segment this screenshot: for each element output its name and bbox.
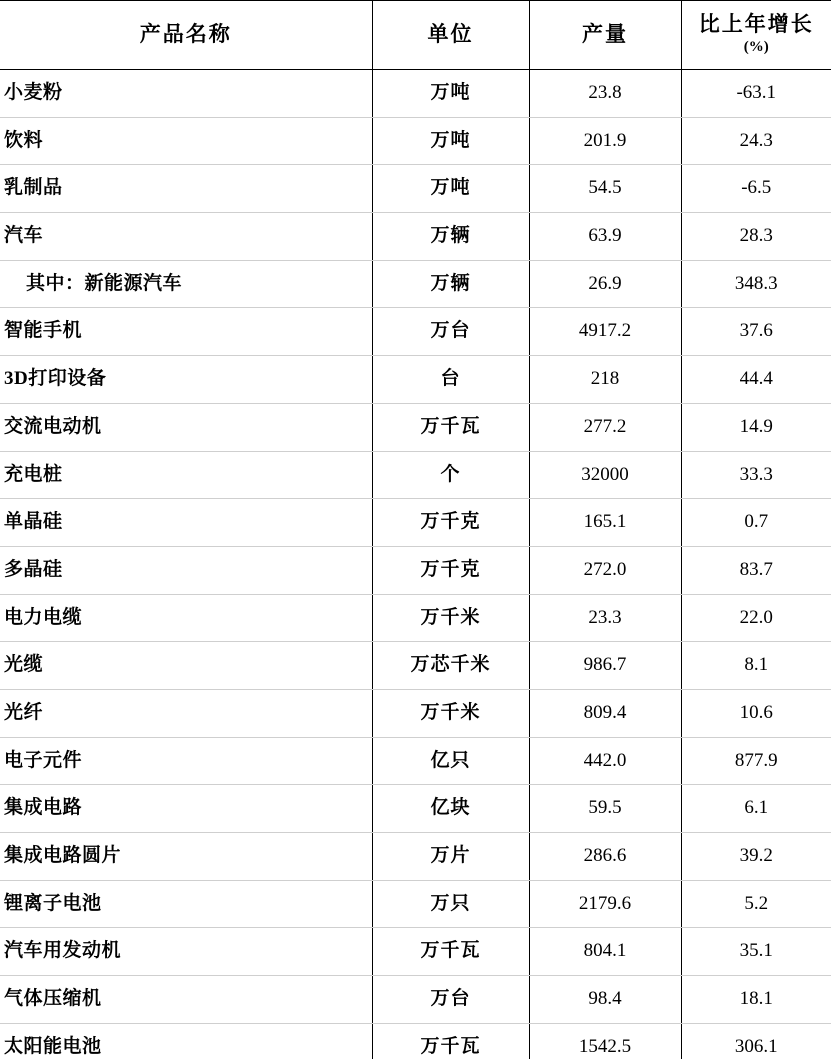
cell-unit: 万千米 [372, 594, 529, 642]
cell-product-name: 集成电路 [0, 785, 372, 833]
cell-output: 63.9 [529, 213, 681, 261]
table-row [0, 1023, 831, 1059]
cell-unit: 台 [372, 356, 529, 404]
cell-growth: 33.3 [681, 451, 831, 499]
cell-growth: 39.2 [681, 833, 831, 881]
cell-product-name: 光纤 [0, 689, 372, 737]
cell-growth: 35.1 [681, 928, 831, 976]
cell-product-name: 太阳能电池 [0, 1023, 372, 1059]
cell-unit: 万千克 [372, 546, 529, 594]
cell-output: 804.1 [529, 928, 681, 976]
column-header-unit-label: 单位 [427, 21, 474, 46]
column-header-product-label: 产品名称 [139, 21, 232, 46]
cell-unit: 万千瓦 [372, 403, 529, 451]
cell-output: 98.4 [529, 976, 681, 1024]
cell-output: 59.5 [529, 785, 681, 833]
cell-growth: -63.1 [681, 70, 831, 118]
cell-growth: 14.9 [681, 403, 831, 451]
cell-unit: 个 [372, 451, 529, 499]
cell-growth: 22.0 [681, 594, 831, 642]
table-row [0, 117, 831, 165]
cell-output: 4917.2 [529, 308, 681, 356]
cell-product-name: 智能手机 [0, 308, 372, 356]
table-row [0, 880, 831, 928]
cell-unit: 万台 [372, 308, 529, 356]
table-row [0, 689, 831, 737]
cell-output: 809.4 [529, 689, 681, 737]
cell-product-name: 汽车用发动机 [0, 928, 372, 976]
cell-unit: 万只 [372, 880, 529, 928]
column-header-unit [372, 1, 529, 70]
cell-product-name: 其中：新能源汽车 [0, 260, 372, 308]
cell-unit: 万辆 [372, 213, 529, 261]
cell-growth: 28.3 [681, 213, 831, 261]
cell-output: 1542.5 [529, 1023, 681, 1059]
cell-output: 165.1 [529, 499, 681, 547]
cell-growth: 37.6 [681, 308, 831, 356]
cell-output: 218 [529, 356, 681, 404]
cell-product-name: 光缆 [0, 642, 372, 690]
cell-growth: 0.7 [681, 499, 831, 547]
cell-product-name: 交流电动机 [0, 403, 372, 451]
table-row [0, 213, 831, 261]
table-row [0, 451, 831, 499]
cell-unit: 万吨 [372, 70, 529, 118]
table-row [0, 785, 831, 833]
table-row [0, 356, 831, 404]
cell-output: 286.6 [529, 833, 681, 881]
column-header-product [0, 1, 372, 70]
table-row [0, 260, 831, 308]
column-header-output-label: 产量 [582, 21, 628, 46]
cell-unit: 万芯千米 [372, 642, 529, 690]
table-row [0, 308, 831, 356]
cell-output: 201.9 [529, 117, 681, 165]
cell-product-name: 集成电路圆片 [0, 833, 372, 881]
table-body [0, 70, 831, 1059]
column-header-output [529, 1, 681, 70]
cell-output: 986.7 [529, 642, 681, 690]
cell-growth: 5.2 [681, 880, 831, 928]
table-header-row [0, 1, 831, 70]
cell-unit: 万千瓦 [372, 1023, 529, 1059]
cell-output: 2179.6 [529, 880, 681, 928]
cell-unit: 万千克 [372, 499, 529, 547]
cell-output: 23.3 [529, 594, 681, 642]
cell-output: 23.8 [529, 70, 681, 118]
table-row [0, 737, 831, 785]
cell-product-name: 电力电缆 [0, 594, 372, 642]
table-row [0, 594, 831, 642]
cell-unit: 万千米 [372, 689, 529, 737]
cell-product-name: 锂离子电池 [0, 880, 372, 928]
cell-growth: 877.9 [681, 737, 831, 785]
cell-growth: 24.3 [681, 117, 831, 165]
cell-output: 32000 [529, 451, 681, 499]
cell-product-name: 汽车 [0, 213, 372, 261]
table-row [0, 928, 831, 976]
cell-product-name: 小麦粉 [0, 70, 372, 118]
table-row [0, 165, 831, 213]
cell-growth: 8.1 [681, 642, 831, 690]
cell-unit: 万辆 [372, 260, 529, 308]
cell-growth: 44.4 [681, 356, 831, 404]
table-row [0, 976, 831, 1024]
cell-unit: 万千瓦 [372, 928, 529, 976]
column-header-growth [681, 1, 831, 70]
cell-growth: 306.1 [681, 1023, 831, 1059]
table-header [0, 1, 831, 70]
cell-unit: 亿块 [372, 785, 529, 833]
cell-unit: 万吨 [372, 117, 529, 165]
cell-unit: 万片 [372, 833, 529, 881]
table-row [0, 70, 831, 118]
cell-output: 26.9 [529, 260, 681, 308]
cell-product-name: 乳制品 [0, 165, 372, 213]
table-row [0, 546, 831, 594]
cell-growth: 348.3 [681, 260, 831, 308]
cell-product-name: 饮料 [0, 117, 372, 165]
table-row [0, 642, 831, 690]
column-header-growth-unit: (%) [743, 39, 769, 56]
cell-output: 54.5 [529, 165, 681, 213]
cell-output: 442.0 [529, 737, 681, 785]
cell-unit: 万吨 [372, 165, 529, 213]
cell-product-name: 电子元件 [0, 737, 372, 785]
cell-growth: 18.1 [681, 976, 831, 1024]
cell-growth: 6.1 [681, 785, 831, 833]
cell-product-name: 3D打印设备 [0, 356, 372, 404]
cell-growth: 83.7 [681, 546, 831, 594]
cell-output: 277.2 [529, 403, 681, 451]
cell-product-name: 气体压缩机 [0, 976, 372, 1024]
cell-unit: 亿只 [372, 737, 529, 785]
cell-product-name: 充电桩 [0, 451, 372, 499]
cell-product-name: 多晶硅 [0, 546, 372, 594]
table-row [0, 403, 831, 451]
cell-output: 272.0 [529, 546, 681, 594]
cell-growth: 10.6 [681, 689, 831, 737]
table-row [0, 499, 831, 547]
table-row [0, 833, 831, 881]
cell-growth: -6.5 [681, 165, 831, 213]
cell-unit: 万台 [372, 976, 529, 1024]
column-header-growth-label: 比上年增长 [698, 12, 814, 36]
cell-product-name: 单晶硅 [0, 499, 372, 547]
